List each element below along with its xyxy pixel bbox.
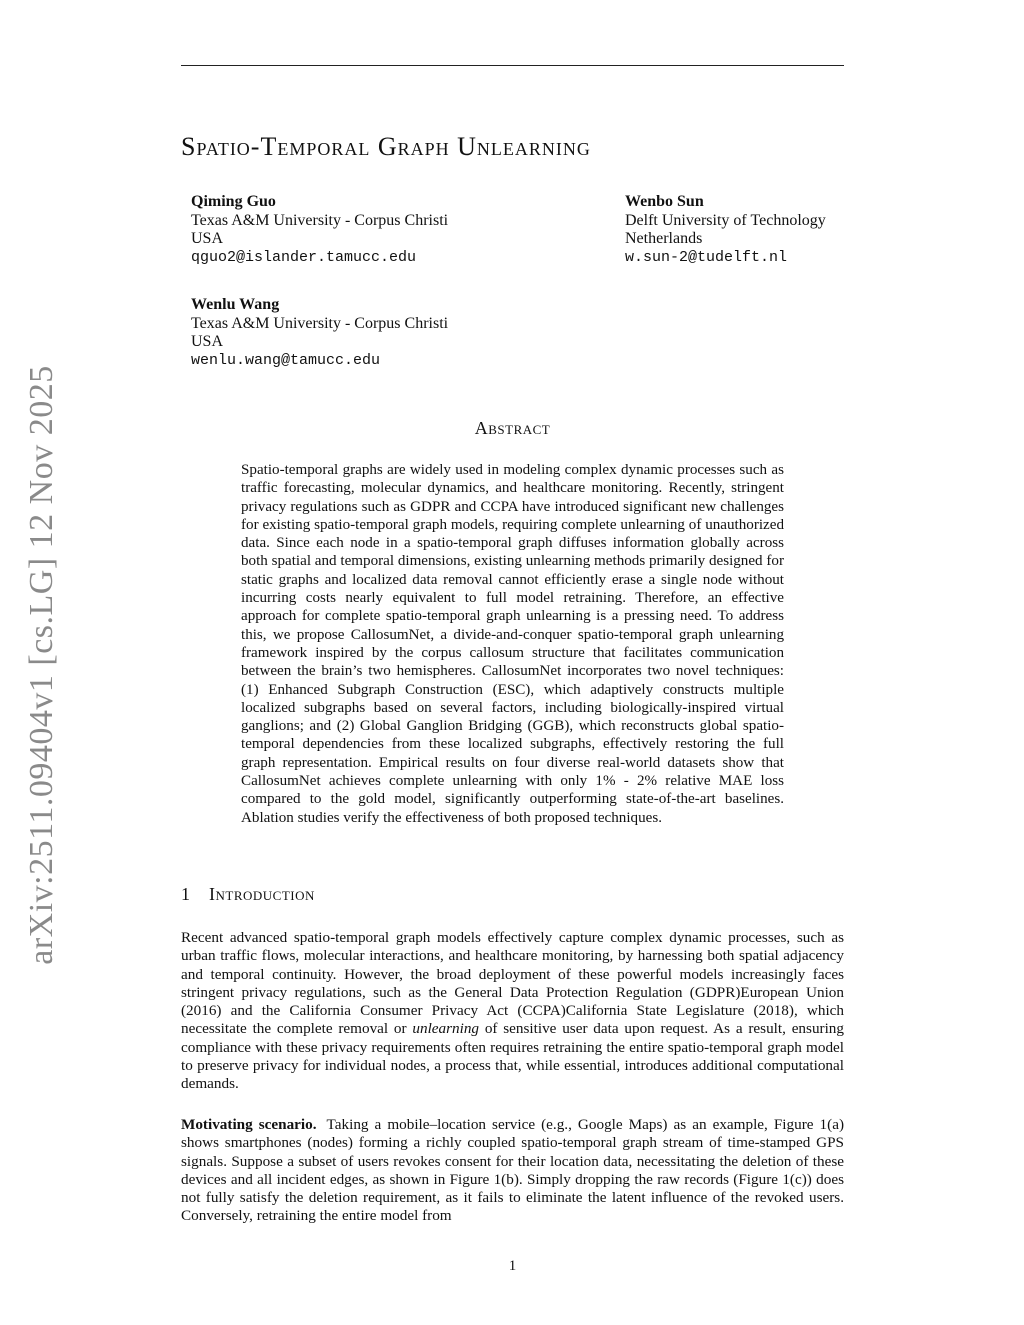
emphasized-term: unlearning <box>412 1020 480 1038</box>
author-country: USA <box>191 230 224 247</box>
section-number: 1 <box>181 884 191 904</box>
author-affiliation: Delft University of Technology <box>625 211 826 229</box>
author-block <box>191 193 448 267</box>
motivating-paragraph <box>181 1116 844 1226</box>
page-number: 1 <box>508 1258 517 1274</box>
top-rule <box>181 65 844 66</box>
paragraph-lead: Motivating scenario. <box>181 1116 317 1133</box>
section-heading <box>181 884 844 905</box>
section-title: Introduction <box>209 884 315 904</box>
arxiv-side-label: arXiv:2511.09404v1 [cs.LG] 12 Nov 2025 <box>23 365 60 965</box>
paper-title: Spatio-Temporal Graph Unlearning <box>181 132 591 161</box>
author-name: Wenbo Sun <box>625 193 704 210</box>
author-block <box>191 296 448 370</box>
author-email: w.sun-2@tudelft.nl <box>625 248 788 266</box>
author-affiliation: Texas A&M University - Corpus Christi <box>191 314 449 332</box>
author-name: Wenlu Wang <box>191 296 280 313</box>
author-email: wenlu.wang@tamucc.edu <box>191 351 381 369</box>
intro-paragraph <box>181 929 844 1094</box>
author-block <box>625 193 826 267</box>
author-name: Qiming Guo <box>191 193 276 210</box>
author-country: USA <box>191 333 224 350</box>
author-email: qguo2@islander.tamucc.edu <box>191 248 417 266</box>
paragraph-text: Recent advanced spatio-temporal graph models effectively capture complex dynamic processes, such as urban traffic flows, molecular interactions, and healthcare monitoring, by harnessing both spatial adjacency and temporal continuity. However, the broad deployment of these powerful models increasingly faces stringent privacy regulations, such as the General Data Protection Regulation (GDPR)European Union (2016) and the California Consumer Privacy Act (CCPA)California State Legislature (2018), which necessitate the complete removal or <box>181 929 844 1038</box>
abstract-text: Spatio-temporal graphs are widely used in modeling complex dynamic processes such as traffic forecasting, molecular dynamics, and healthcare monitoring. Recently, stringent privacy regulations such as GDPR and CCPA have introduced significant new challenges for existing spatio-temporal graph models, requiring complete unlearning of unauthorized data. Since each node in a spatio-temporal graph diffuses information globally across both spatial and temporal dimensions, existing unlearning methods primarily designed for static graphs and localized data removal cannot efficiently erase a single node without incurring costs nearly equivalent to full model retraining. Therefore, an effective approach for complete spatio-temporal graph unlearning is a pressing need. To address this, we propose CallosumNet, a divide-and-conquer spatio-temporal graph unlearning framework inspired by the corpus callosum structure that facilitates communication between the brain’s two hemispheres. CallosumNet incorporates two novel techniques: (1) Enhanced Subgraph Construction (ESC), which adaptively constructs multiple localized subgraphs based on several factors, including biologically-inspired virtual ganglions; and (2) Global Ganglion Bridging (GGB), which reconstructs global spatio-temporal dependencies from these localized subgraphs, effectively restoring the full graph representation. Empirical results on four diverse real-world datasets show that CallosumNet achieves complete unlearning with only 1% - 2% relative MAE loss compared to the gold model, significantly outperforming state-of-the-art baselines. Ablation studies verify the effectiveness of both proposed techniques. <box>241 462 784 826</box>
paragraph-text: Taking a mobile–location service (e.g., Google Maps) as an example, Figure 1(a) shows smartphones (nodes) forming a richly coupled spatio-temporal graph stream of time-stamped GPS signals. Suppose a subset of users revokes consent for their location data, necessitating the deletion of these devices and all incident edges, as shown in Figure 1(b). Simply dropping the raw records (Figure 1(c)) does not fully satisfy the deletion requirement, as it fails to eliminate the latent influence of the revoked users. Conversely, retraining the entire model from <box>181 1116 845 1225</box>
author-country: Netherlands <box>625 230 703 247</box>
author-affiliation: Texas A&M University - Corpus Christi <box>191 211 449 229</box>
abstract-heading: Abstract <box>474 418 551 438</box>
paragraph-text: of sensitive user data upon request. As a result, ensuring compliance with these privacy requirements often requires retraining the entire spatio-temporal graph model to preserve privacy for individual nodes, a process that, while essential, introduces additional computational demands. <box>181 1020 844 1093</box>
